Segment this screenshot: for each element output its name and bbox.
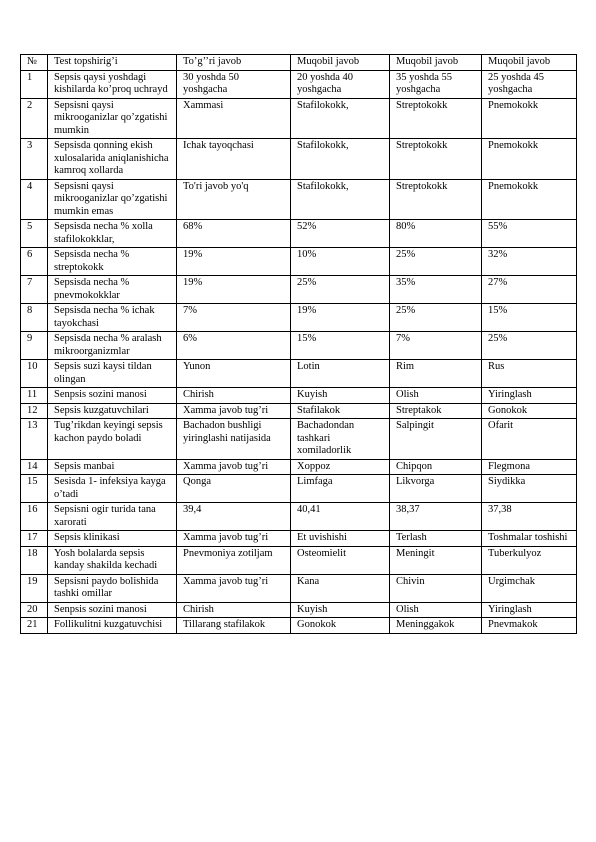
cell-question: Sesisda 1- infeksiya kayga o’tadi (48, 475, 177, 503)
header-correct-answer: To’g’’ri javob (177, 55, 291, 71)
cell-alternative-3: Siydikka (482, 475, 577, 503)
table-row (21, 602, 577, 618)
cell-question: Sepsisda qonning ekish xulosalarida aniqlanishicha kamroq xollarda (48, 139, 177, 180)
cell-correct-answer: 19% (177, 276, 291, 304)
cell-question: Sepsis manbai (48, 459, 177, 475)
cell-alternative-2: Olish (390, 602, 482, 618)
cell-alternative-3: 37,38 (482, 503, 577, 531)
cell-alternative-3: Rus (482, 360, 577, 388)
cell-alternative-2: Chivin (390, 574, 482, 602)
cell-number: 15 (21, 475, 48, 503)
table-row (21, 574, 577, 602)
table-row (21, 332, 577, 360)
cell-alternative-2: Terlash (390, 531, 482, 547)
cell-number: 7 (21, 276, 48, 304)
header-alternative-answer-1: Muqobil javob (291, 55, 390, 71)
cell-alternative-3: Pnevmakok (482, 618, 577, 634)
cell-alternative-2: 38,37 (390, 503, 482, 531)
cell-alternative-2: Meningit (390, 546, 482, 574)
cell-number: 4 (21, 179, 48, 220)
cell-number: 19 (21, 574, 48, 602)
cell-alternative-2: Streptokokk (390, 179, 482, 220)
cell-alternative-3: 25% (482, 332, 577, 360)
cell-alternative-1: 15% (291, 332, 390, 360)
cell-alternative-1: Kuyish (291, 388, 390, 404)
cell-alternative-1: Bachadondan tashkari xomiladorlik (291, 419, 390, 460)
cell-number: 5 (21, 220, 48, 248)
header-alternative-answer-3: Muqobil javob (482, 55, 577, 71)
cell-number: 6 (21, 248, 48, 276)
cell-number: 14 (21, 459, 48, 475)
cell-alternative-1: Limfaga (291, 475, 390, 503)
cell-alternative-3: Tuberkulyoz (482, 546, 577, 574)
cell-number: 3 (21, 139, 48, 180)
table-row (21, 459, 577, 475)
cell-number: 12 (21, 403, 48, 419)
cell-correct-answer: 68% (177, 220, 291, 248)
cell-number: 13 (21, 419, 48, 460)
table-row (21, 98, 577, 139)
cell-number: 8 (21, 304, 48, 332)
cell-number: 9 (21, 332, 48, 360)
cell-question: Sepsisda necha % xolla stafilokokklar, (48, 220, 177, 248)
cell-alternative-3: Pnemokokk (482, 139, 577, 180)
cell-correct-answer: Qonga (177, 475, 291, 503)
cell-alternative-1: Xoppoz (291, 459, 390, 475)
table-row (21, 546, 577, 574)
cell-alternative-3: Pnemokokk (482, 179, 577, 220)
cell-number: 1 (21, 70, 48, 98)
cell-alternative-2: 35 yoshda 55 yoshgacha (390, 70, 482, 98)
cell-correct-answer: 6% (177, 332, 291, 360)
cell-correct-answer: Xamma javob tug’ri (177, 459, 291, 475)
cell-alternative-2: Streptokokk (390, 139, 482, 180)
table-header-row (21, 55, 577, 71)
cell-number: 21 (21, 618, 48, 634)
cell-question: Sepsis qaysi yoshdagi kishilarda ko’proq uchrayd (48, 70, 177, 98)
cell-correct-answer: 30 yoshda 50 yoshgacha (177, 70, 291, 98)
header-number: № (21, 55, 48, 71)
table-row (21, 276, 577, 304)
cell-question: Yosh bolalarda sepsis kanday shakilda kechadi (48, 546, 177, 574)
cell-alternative-1: Stafilokokk, (291, 179, 390, 220)
cell-question: Sepsisda necha % pnevmokokklar (48, 276, 177, 304)
cell-correct-answer: Ichak tayoqchasi (177, 139, 291, 180)
cell-correct-answer: Yunon (177, 360, 291, 388)
cell-alternative-3: Yiringlash (482, 602, 577, 618)
cell-number: 20 (21, 602, 48, 618)
cell-alternative-1: 52% (291, 220, 390, 248)
table-row (21, 388, 577, 404)
table-row (21, 475, 577, 503)
cell-alternative-2: 35% (390, 276, 482, 304)
cell-alternative-2: 25% (390, 304, 482, 332)
cell-alternative-2: Meninggakok (390, 618, 482, 634)
cell-correct-answer: Pnevmoniya zotiljam (177, 546, 291, 574)
cell-question: Sepsisni ogir turida tana xarorati (48, 503, 177, 531)
table-row (21, 70, 577, 98)
cell-correct-answer: Chirish (177, 602, 291, 618)
cell-correct-answer: Chirish (177, 388, 291, 404)
cell-correct-answer: 19% (177, 248, 291, 276)
cell-alternative-2: Likvorga (390, 475, 482, 503)
table-row (21, 248, 577, 276)
cell-alternative-3: Gonokok (482, 403, 577, 419)
cell-question: Follikulitni kuzgatuvchisi (48, 618, 177, 634)
table-row (21, 419, 577, 460)
cell-alternative-3: 55% (482, 220, 577, 248)
cell-question: Sepsisni qaysi mikrooganizlar qo’zgatishi mumkin (48, 98, 177, 139)
cell-alternative-3: 27% (482, 276, 577, 304)
cell-alternative-3: Urgimchak (482, 574, 577, 602)
cell-alternative-1: Kana (291, 574, 390, 602)
test-questions-table (20, 54, 577, 634)
cell-alternative-2: Rim (390, 360, 482, 388)
cell-correct-answer: Xamma javob tug’ri (177, 403, 291, 419)
cell-correct-answer: 39,4 (177, 503, 291, 531)
cell-correct-answer: Xamma javob tug’ri (177, 574, 291, 602)
cell-alternative-1: Lotin (291, 360, 390, 388)
cell-question: Senpsis sozini manosi (48, 388, 177, 404)
cell-alternative-3: 32% (482, 248, 577, 276)
cell-alternative-1: Stafilakok (291, 403, 390, 419)
table-row (21, 618, 577, 634)
cell-alternative-3: Yiringlash (482, 388, 577, 404)
table-row (21, 531, 577, 547)
cell-alternative-3: 25 yoshda 45 yoshgacha (482, 70, 577, 98)
cell-question: Sepsisni paydo bolishida tashki omillar (48, 574, 177, 602)
cell-question: Senpsis sozini manosi (48, 602, 177, 618)
table-row (21, 220, 577, 248)
cell-alternative-1: Osteomielit (291, 546, 390, 574)
cell-question: Sepsisda necha % ichak tayokchasi (48, 304, 177, 332)
cell-alternative-1: 25% (291, 276, 390, 304)
cell-question: Sepsis kuzgatuvchilari (48, 403, 177, 419)
cell-alternative-3: Ofarit (482, 419, 577, 460)
cell-question: Sepsisda necha % aralash mikroorganizmlar (48, 332, 177, 360)
cell-number: 2 (21, 98, 48, 139)
cell-alternative-1: 19% (291, 304, 390, 332)
table-row (21, 304, 577, 332)
cell-question: Sepsisni qaysi mikrooganizlar qo’zgatishi mumkin emas (48, 179, 177, 220)
table-row (21, 503, 577, 531)
cell-alternative-1: Gonokok (291, 618, 390, 634)
cell-alternative-1: Kuyish (291, 602, 390, 618)
cell-alternative-3: 15% (482, 304, 577, 332)
cell-correct-answer: Bachadon bushligi yiringlashi natijasida (177, 419, 291, 460)
cell-alternative-2: 80% (390, 220, 482, 248)
cell-alternative-1: Stafilokokk, (291, 139, 390, 180)
header-test-task: Test topshirig’i (48, 55, 177, 71)
table-row (21, 403, 577, 419)
cell-alternative-2: 7% (390, 332, 482, 360)
cell-question: Sepsis klinikasi (48, 531, 177, 547)
cell-alternative-2: Streptakok (390, 403, 482, 419)
table-body (21, 70, 577, 633)
header-alternative-answer-2: Muqobil javob (390, 55, 482, 71)
cell-alternative-3: Toshmalar toshishi (482, 531, 577, 547)
cell-question: Sepsisda necha % streptokokk (48, 248, 177, 276)
cell-correct-answer: Tillarang stafilakok (177, 618, 291, 634)
cell-number: 18 (21, 546, 48, 574)
table-row (21, 139, 577, 180)
table-row (21, 360, 577, 388)
cell-number: 11 (21, 388, 48, 404)
cell-alternative-1: 40,41 (291, 503, 390, 531)
cell-alternative-3: Pnemokokk (482, 98, 577, 139)
cell-correct-answer: 7% (177, 304, 291, 332)
cell-correct-answer: Xammasi (177, 98, 291, 139)
cell-correct-answer: To'ri javob yo'q (177, 179, 291, 220)
cell-number: 16 (21, 503, 48, 531)
cell-alternative-2: Salpingit (390, 419, 482, 460)
cell-alternative-2: Chipqon (390, 459, 482, 475)
cell-alternative-2: Olish (390, 388, 482, 404)
table-row (21, 179, 577, 220)
cell-alternative-3: Flegmona (482, 459, 577, 475)
cell-alternative-1: Et uvishishi (291, 531, 390, 547)
cell-alternative-1: 20 yoshda 40 yoshgacha (291, 70, 390, 98)
cell-alternative-2: 25% (390, 248, 482, 276)
cell-correct-answer: Xamma javob tug’ri (177, 531, 291, 547)
cell-question: Sepsis suzi kaysi tildan olingan (48, 360, 177, 388)
cell-number: 10 (21, 360, 48, 388)
cell-alternative-1: 10% (291, 248, 390, 276)
cell-question: Tug’rikdan keyingi sepsis kachon paydo boladi (48, 419, 177, 460)
cell-alternative-2: Streptokokk (390, 98, 482, 139)
cell-alternative-1: Stafilokokk, (291, 98, 390, 139)
cell-number: 17 (21, 531, 48, 547)
